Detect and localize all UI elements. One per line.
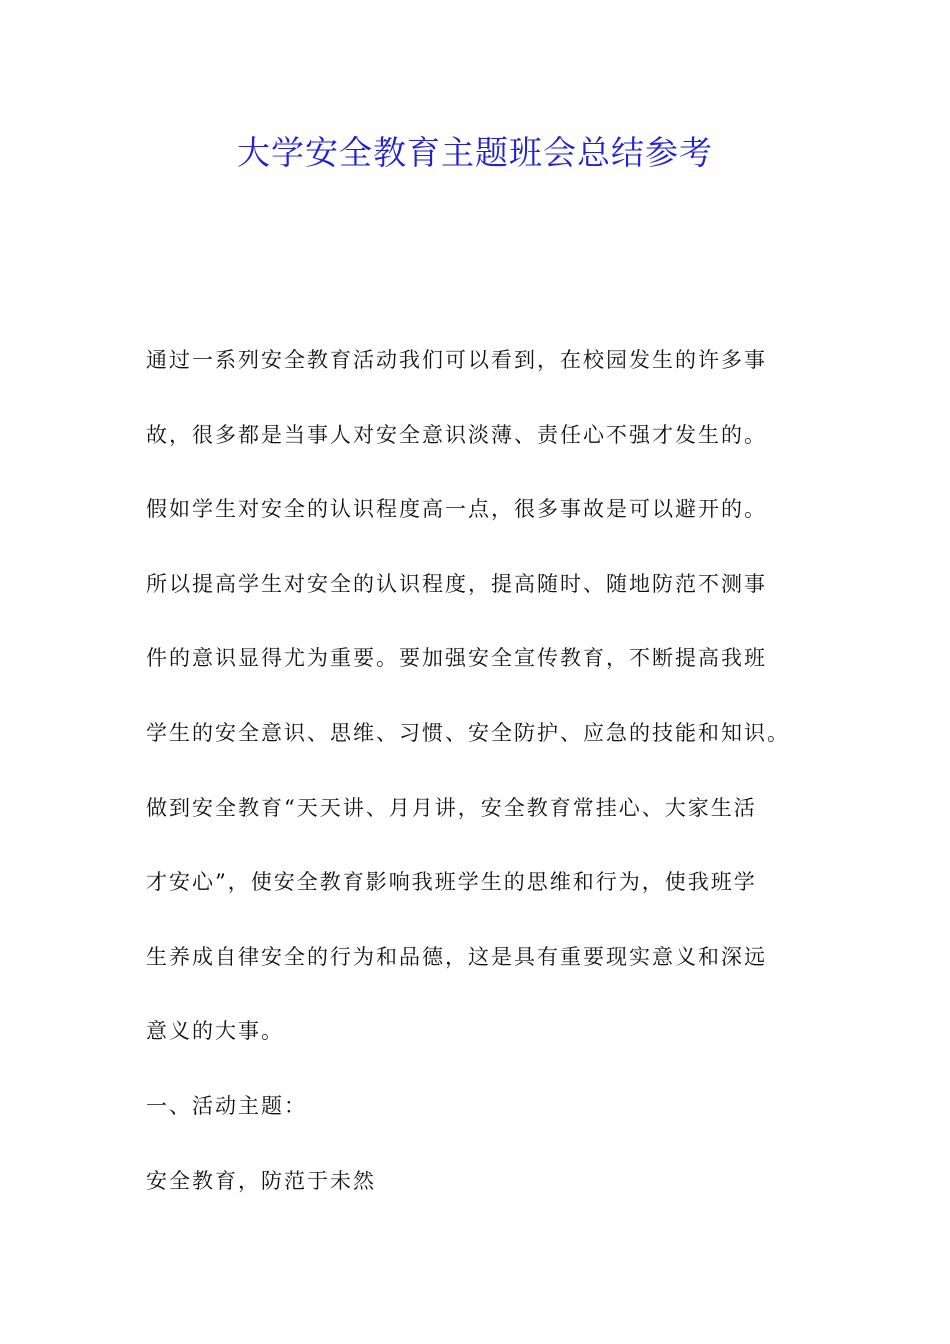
document-body [146,336,846,1231]
body-line: 安全教育，防范于未然 [146,1168,376,1193]
body-line: 故，很多都是当事人对安全意识淡薄、责任心不强才发生的。 [146,422,767,447]
body-line: 通过一系列安全教育活动我们可以看到，在校园发生的许多事 [146,348,767,372]
body-line: 才安心”，使安全教育影响我班学生的思维和行为，使我班学 [146,870,757,895]
body-line: 做到安全教育“天天讲、月月讲，安全教育常挂心、大家生活 [146,795,757,820]
section-heading: 一、活动主题： [146,1093,307,1118]
body-line: 件的意识显得尤为重要。要加强安全宣传教育，不断提高我班 [146,646,767,671]
body-line: 所以提高学生对安全的认识程度，提高随时、随地防范不测事 [146,571,767,596]
body-line: 生养成自律安全的行为和品德，这是具有重要现实意义和深远 [146,944,767,969]
body-line: 学生的安全意识、思维、习惯、安全防护、应急的技能和知识。 [146,720,790,745]
document-title: 大学安全教育主题班会总结参考 [237,133,713,172]
body-line: 假如学生对安全的认识程度高一点，很多事故是可以避开的。 [146,497,767,522]
body-line: 意义的大事。 [146,1019,284,1044]
